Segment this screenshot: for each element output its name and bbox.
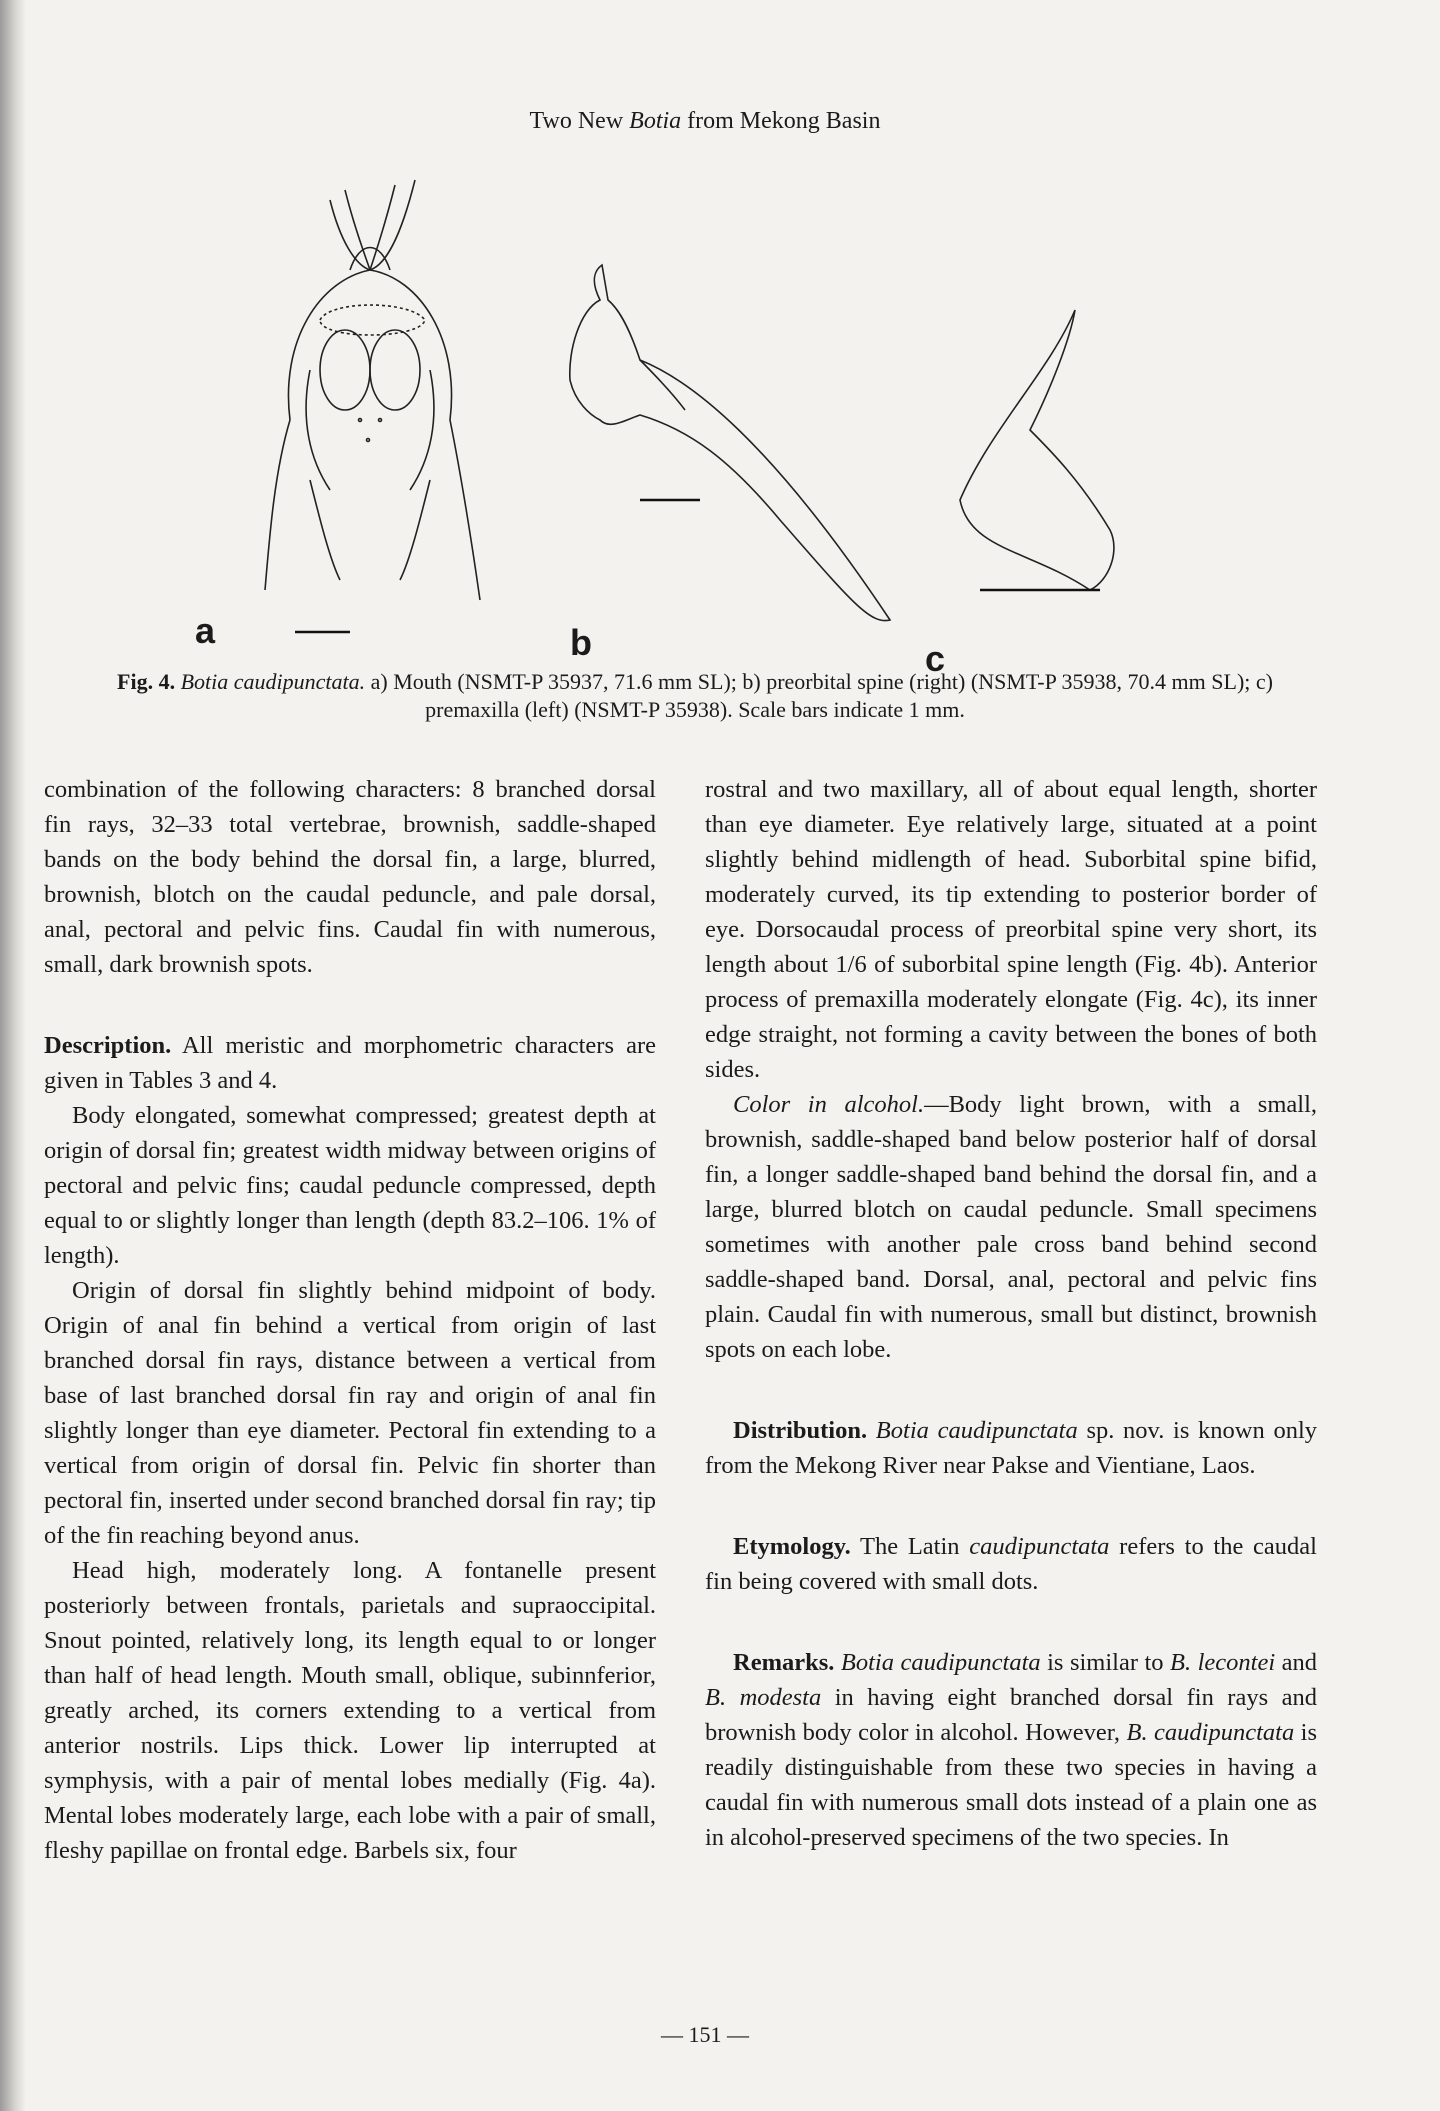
color-paragraph: Color in alcohol.—Body light brown, with a small, brownish, saddle-shaped band below posterior half of dorsal fin, a longer saddle-shaped band behind the dorsal fin, and a large, blurred blotch on caudal peduncle. Small specimens sometimes with another pale cross band behind second saddle-shaped band. Dorsal, anal, pectoral and pelvic fins plain. Caudal fin with numerous, small but distinct, brownish spots on each lobe. xyxy=(705,1091,1317,1363)
binding-shadow xyxy=(0,0,26,2111)
panel-label-c: c xyxy=(925,638,946,679)
etymology-heading: Etymology. xyxy=(733,1533,851,1560)
fins-paragraph: Origin of dorsal fin slightly behind midpoint of body. Origin of anal fin behind a vertical from origin of last branched dorsal fin rays, distance between a vertical from base of last branched dorsal fin ray and origin of anal fin slightly longer than eye diameter. Pectoral fin extending to a vertical from origin of dorsal fin. Pelvic fin shorter than pectoral fin, inserted under second branched dorsal fin ray; tip of the fin reaching beyond anus. xyxy=(44,1277,656,1549)
premaxilla-drawing xyxy=(960,310,1114,590)
figure-drawings xyxy=(170,170,1220,680)
diagnosis-continued-paragraph: combination of the following characters: 8 branched dorsal fin rays, 32–33 total vertebrae, brownish, saddle-shaped bands on the body behind the dorsal fin, a large, blurred, brownish, blotch on the caudal peduncle, and pale dorsal, anal, pectoral and pelvic fins. Caudal fin with numerous, small, dark brownish spots. xyxy=(44,776,656,978)
remarks-paragraph: Remarks. Botia caudipunctata is similar to B. lecontei and B. modesta in having eight branched dorsal fin rays and brownish body color in alcohol. However, B. caudipunctata is readily distinguishable from these two species in having a caudal fin with numerous small dots instead of a plain one as in alcohol-preserved specimens of the two species. In xyxy=(705,1649,1318,1851)
head-paragraph: Head high, moderately long. A fontanelle present posteriorly between frontals, parietals and supraoccipital. Snout pointed, relatively long, its length equal to or longer than half of head length. Mouth small, oblique, subinnferior, greatly arched, its corners extending to a vertical from anterior nostrils. Lips thick. Lower lip interrupted at symphysis, with a pair of mental lobes medially (Fig. 4a). Mental lobes moderately large, each lobe with a pair of small, fleshy papillae on frontal edge. Barbels six, four xyxy=(44,1557,656,1864)
distribution-heading: Distribution. xyxy=(733,1417,868,1444)
distribution-paragraph: Distribution. Botia caudipunctata sp. nov. is known only from the Mekong River near Pakse and Vientiane, Laos. xyxy=(705,1417,1318,1479)
mouth-drawing xyxy=(265,180,480,600)
figure-caption xyxy=(95,668,1295,724)
etymology-paragraph: Etymology. The Latin caudipunctata refers to the caudal fin being covered with small dots. xyxy=(705,1533,1317,1595)
page-number: — 151 — xyxy=(661,2022,749,2047)
preorbital-spine-drawing xyxy=(570,265,890,621)
caption-species: Botia caudipunctata. xyxy=(180,669,366,694)
remarks-heading: Remarks. xyxy=(733,1649,835,1676)
caption-text: a) Mouth (NSMT-P 35937, 71.6 mm SL); b) preorbital spine (right) (NSMT-P 35938, 70.4 mm SL); c) premaxilla (left) (NSMT-P 35938). Scale bars indicate 1 mm. xyxy=(365,669,1273,722)
left-column xyxy=(44,772,656,1868)
body-paragraph: Body elongated, somewhat compressed; greatest depth at origin of dorsal fin; greatest width midway between origins of pectoral and pelvic fins; caudal peduncle compressed, depth equal to or slightly longer than length (depth 83.2–106. 1% of length). xyxy=(44,1102,656,1269)
caption-label: Fig. 4. xyxy=(117,669,176,694)
running-head: Two New Botia from Mekong Basin xyxy=(529,108,881,134)
figure-4 xyxy=(170,170,1220,680)
panel-label-a: a xyxy=(195,610,216,651)
running-head-genus: Botia xyxy=(629,108,682,134)
color-heading: Color in alcohol. xyxy=(733,1091,925,1118)
description-paragraph: Description. All meristic and morphometric characters are given in Tables 3 and 4. xyxy=(44,1032,656,1094)
panel-label-b: b xyxy=(570,622,592,663)
head-continued-paragraph: rostral and two maxillary, all of about equal length, shorter than eye diameter. Eye relatively large, situated at a point slightly behind midlength of head. Suborbital spine bifid, moderately curved, its tip extending to posterior border of eye. Dorsocaudal process of preorbital spine very short, its length about 1/6 of suborbital spine length (Fig. 4b). Anterior process of premaxilla moderately elongate (Fig. 4c), its inner edge straight, not forming a cavity between the bones of both sides. xyxy=(705,776,1317,1083)
description-heading: Description. xyxy=(44,1032,172,1059)
right-column xyxy=(705,772,1317,1855)
